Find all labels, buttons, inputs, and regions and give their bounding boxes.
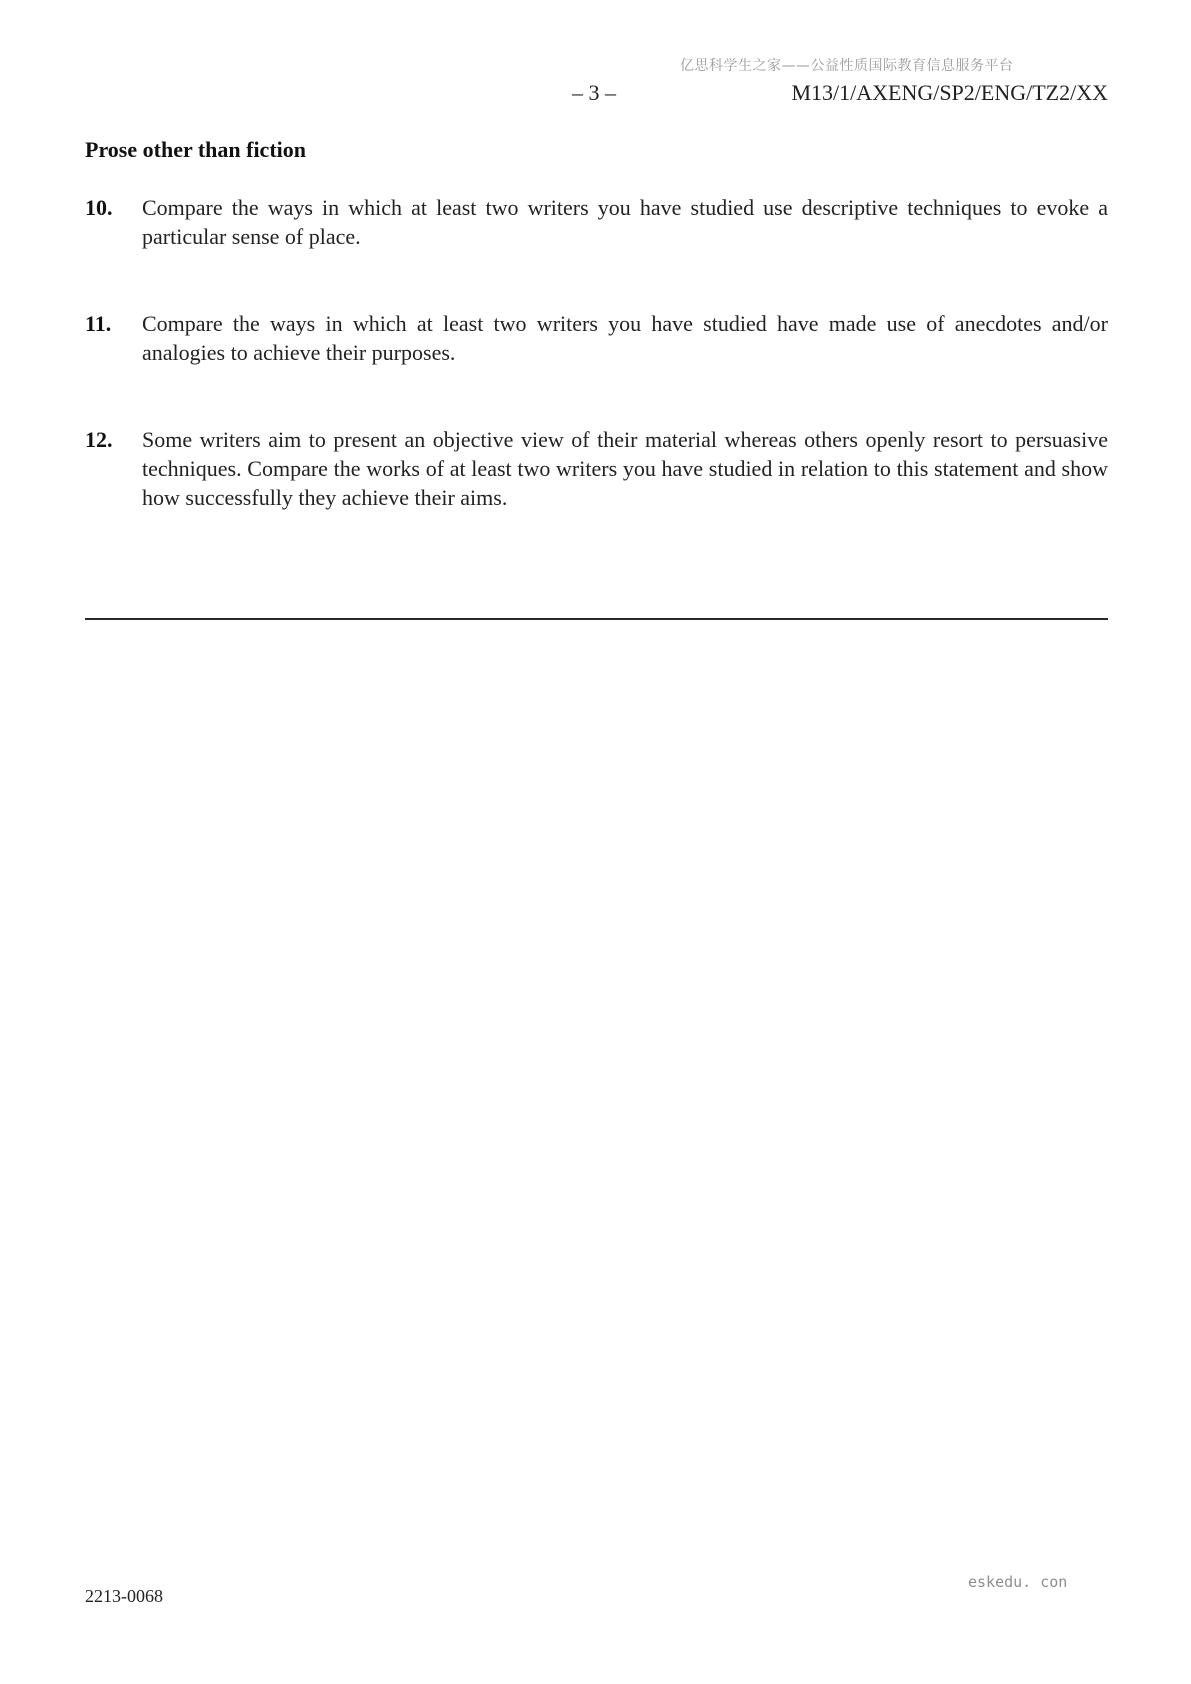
question-number: 12. — [85, 427, 113, 452]
footer-watermark: eskedu. con — [968, 1573, 1068, 1591]
question-12 — [85, 425, 1108, 512]
question-text: Some writers aim to present an objective view of their material whereas others openly resort to persuasive techniques. Compare the works of at least two writers you have studied in relation to this statement and show how successfully they achieve their aims. — [142, 427, 1108, 510]
question-10 — [85, 193, 1108, 251]
question-text: Compare the ways in which at least two writers you have studied use descriptive techniques to evoke a particular sense of place. — [142, 195, 1108, 249]
question-text: Compare the ways in which at least two writers you have studied have made use of anecdotes and/or analogies to achieve their purposes. — [142, 311, 1108, 365]
paper-code: M13/1/AXENG/SP2/ENG/TZ2/XX — [791, 80, 1108, 105]
end-of-section-rule — [85, 618, 1108, 620]
question-number: 11. — [85, 311, 112, 336]
header-watermark: 亿思科学生之家——公益性质国际教育信息服务平台 — [680, 58, 1014, 74]
footer-code: 2213-0068 — [85, 1586, 163, 1606]
page-number: – 3 – — [572, 80, 616, 105]
question-11 — [85, 309, 1108, 367]
question-number: 10. — [85, 195, 113, 220]
section-heading: Prose other than fiction — [85, 137, 306, 162]
